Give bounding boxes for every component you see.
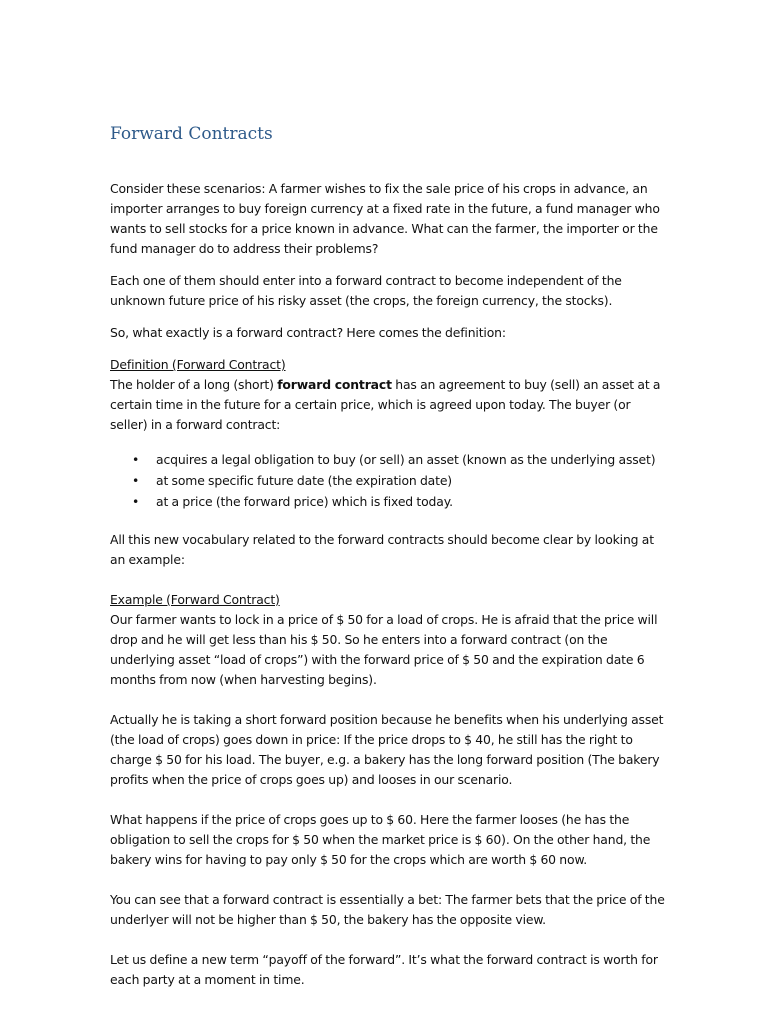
definition-text-start: The holder of a long (short) [110, 377, 278, 392]
bullet-icon: • [132, 452, 140, 467]
list-item [132, 449, 668, 470]
list-item-text: acquires a legal obligation to buy (or sell) an asset (known as the underlying asset) [156, 452, 656, 467]
definition-text-end: has an agreement to buy (sell) an asset at a certain time in the future for a certain price, which is agreed upon today. The buyer (or seller) in a forward contract: [110, 377, 661, 432]
list-item [132, 470, 668, 491]
example-paragraph-5: Let us define a new term “payoff of the forward”. It’s what the forward contract is worth for each party at a moment in time. [110, 952, 658, 987]
example-heading: Example (Forward Contract) [110, 592, 280, 607]
definition-term: forward contract [277, 377, 392, 392]
example-paragraph-3: What happens if the price of crops goes up to $ 60. Here the farmer looses (he has the obligation to sell the crops for $ 50 when the market price is $ 60). On the other hand, the bakery wins for having to pay only $ 50 for the crops which are worth $ 60 now. [110, 812, 651, 867]
example-paragraph-4: You can see that a forward contract is essentially a bet: The farmer bets that the price of the underlyer will not be higher than $ 50, the bakery has the opposite view. [110, 892, 665, 927]
definition-heading: Definition (Forward Contract) [110, 357, 286, 372]
page-title: Forward Contracts [110, 124, 273, 144]
example-paragraph-1: Our farmer wants to lock in a price of $ 50 for a load of crops. He is afraid that the price will drop and he will get less than his $ 50. So he enters into a forward contract (on the underlying asset “load of crops”) with the forward price of $ 50 and the expiration date 6 months from now (when harvesting begins). [110, 612, 658, 687]
list-item-text: at a price (the forward price) which is fixed today. [156, 494, 453, 509]
bullet-icon: • [132, 494, 140, 509]
vocabulary-paragraph: All this new vocabulary related to the forward contracts should become clear by looking at an example: [110, 532, 654, 567]
list-item [132, 491, 668, 512]
intro-paragraph-3: So, what exactly is a forward contract? Here comes the definition: [110, 325, 506, 340]
definition-paragraph [110, 375, 668, 435]
list-item-text: at some specific future date (the expiration date) [156, 473, 452, 488]
definition-bullet-list [110, 449, 668, 512]
intro-paragraph-2: Each one of them should enter into a forward contract to become independent of the unknown future price of his risky asset (the crops, the foreign currency, the stocks). [110, 273, 622, 308]
bullet-icon: • [132, 473, 140, 488]
example-paragraph-2: Actually he is taking a short forward position because he benefits when his underlying asset (the load of crops) goes down in price: If the price drops to $ 40, he still has the right to charge $ 50 for his load. The buyer, e.g. a bakery has the long forward position (The bakery profits when the price of crops goes up) and looses in our scenario. [110, 712, 664, 787]
intro-paragraph-1: Consider these scenarios: A farmer wishes to fix the sale price of his crops in advance, an importer arranges to buy foreign currency at a fixed rate in the future, a fund manager who wants to sell stocks for a price known in advance. What can the farmer, the importer or the fund manager do to address their problems? [110, 181, 660, 256]
